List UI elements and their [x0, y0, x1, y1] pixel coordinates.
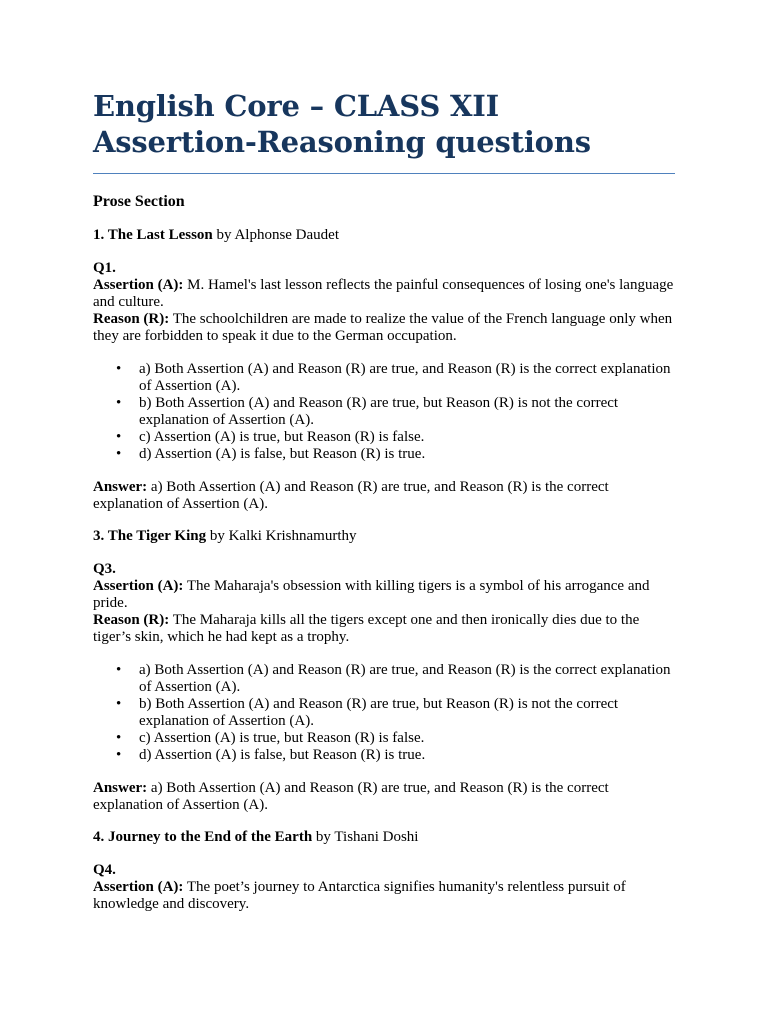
options-list	[93, 361, 675, 463]
story-author: by Kalki Krishnamurthy	[206, 528, 357, 544]
assertion-label: Assertion (A):	[93, 277, 184, 293]
option-item: • d) Assertion (A) is false, but Reason (R) is true.	[139, 747, 675, 764]
story-heading	[93, 528, 675, 545]
story-author: by Tishani Doshi	[312, 829, 419, 845]
assertion	[93, 277, 675, 311]
assertion-text: The poet’s journey to Antarctica signifies humanity's relentless pursuit of knowledge and discovery.	[93, 879, 626, 912]
title-line-1: English Core – CLASS XII	[93, 89, 500, 123]
option-item: • c) Assertion (A) is true, but Reason (R) is false.	[139, 730, 675, 747]
story-heading	[93, 829, 675, 846]
story-title: 4. Journey to the End of the Earth	[93, 829, 313, 845]
reason	[93, 311, 675, 345]
answer-text: a) Both Assertion (A) and Reason (R) are true, and Reason (R) is the correct explanation of Assertion (A).	[93, 479, 609, 512]
assertion-label: Assertion (A):	[93, 578, 184, 594]
reason-text: The schoolchildren are made to realize the value of the French language only when they are forbidden to speak it due to the German occupation.	[93, 311, 673, 344]
story-heading	[93, 227, 675, 244]
option-item: • a) Both Assertion (A) and Reason (R) are true, and Reason (R) is the correct explanation of Assertion (A).	[139, 361, 675, 395]
assertion	[93, 578, 675, 612]
assertion-label: Assertion (A):	[93, 879, 184, 895]
question-number: Q3.	[93, 561, 116, 577]
reason-label: Reason (R):	[93, 612, 170, 628]
option-item: • a) Both Assertion (A) and Reason (R) are true, and Reason (R) is the correct explanation of Assertion (A).	[139, 662, 675, 696]
option-item: • d) Assertion (A) is false, but Reason (R) is true.	[139, 446, 675, 463]
story-title: 3. The Tiger King	[93, 528, 207, 544]
assertion-text: M. Hamel's last lesson reflects the painful consequences of losing one's language and culture.	[93, 277, 674, 310]
assertion-text: The Maharaja's obsession with killing tigers is a symbol of his arrogance and pride.	[93, 578, 650, 611]
options-list	[93, 662, 675, 764]
assertion	[93, 879, 675, 913]
story-title: 1. The Last Lesson	[93, 227, 213, 243]
question-number: Q1.	[93, 260, 116, 276]
option-item: • b) Both Assertion (A) and Reason (R) are true, but Reason (R) is not the correct explanation of Assertion (A).	[139, 395, 675, 429]
title-line-2: Assertion-Reasoning questions	[93, 125, 591, 159]
title-divider	[93, 173, 675, 174]
answer	[93, 780, 675, 814]
reason-label: Reason (R):	[93, 311, 170, 327]
document-title	[93, 88, 675, 160]
reason-text: The Maharaja kills all the tigers except one and then ironically dies due to the tiger’s skin, which he had kept as a trophy.	[93, 612, 640, 645]
story-author: by Alphonse Daudet	[212, 227, 339, 243]
option-item: • c) Assertion (A) is true, but Reason (R) is false.	[139, 429, 675, 446]
option-item: • b) Both Assertion (A) and Reason (R) are true, but Reason (R) is not the correct explanation of Assertion (A).	[139, 696, 675, 730]
document-page	[93, 88, 675, 913]
answer-text: a) Both Assertion (A) and Reason (R) are true, and Reason (R) is the correct explanation of Assertion (A).	[93, 780, 609, 813]
answer	[93, 479, 675, 513]
reason	[93, 612, 675, 646]
answer-label: Answer:	[93, 780, 148, 796]
question-number: Q4.	[93, 862, 116, 878]
answer-label: Answer:	[93, 479, 148, 495]
section-heading: Prose Section	[93, 193, 185, 210]
